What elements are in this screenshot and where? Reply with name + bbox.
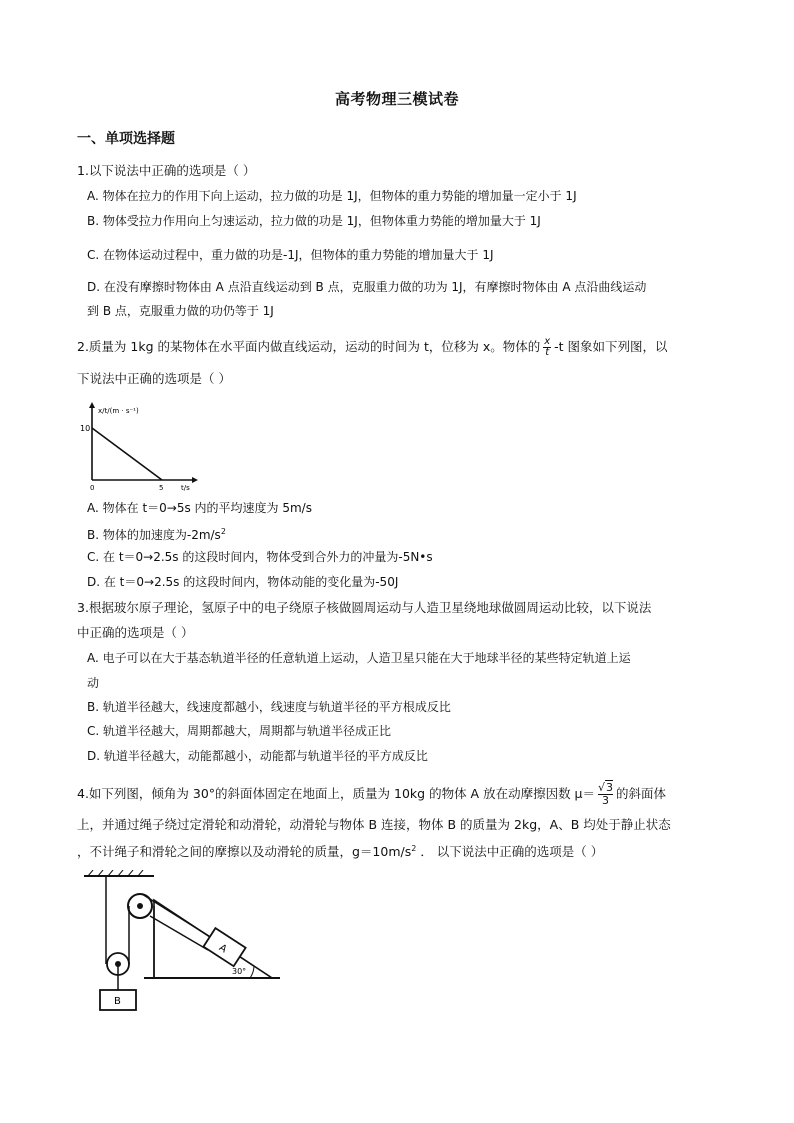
q2-stem-pre: 2.质量为 1kg 的某物体在水平面内做直线运动，运动的时间为 t，位移为 x。物体的 bbox=[77, 339, 541, 354]
angle-label: 30° bbox=[232, 967, 247, 976]
angle-arc bbox=[250, 966, 254, 978]
mu-denominator: 3 bbox=[602, 794, 610, 807]
q4-stem-line3 bbox=[77, 840, 603, 861]
q2-option-b[interactable] bbox=[87, 523, 226, 544]
graph-line bbox=[92, 428, 162, 480]
q1-stem: 1.以下说法中正确的选项是（ ） bbox=[77, 163, 256, 178]
graph-origin: 0 bbox=[90, 484, 95, 492]
q1-option-a[interactable]: A. 物体在拉力的作用下向上运动，拉力做的功是 1J，但物体的重力势能的增加量一定小于 1J bbox=[87, 189, 577, 203]
graph-y-label: x/t/(m · s⁻¹) bbox=[98, 407, 139, 415]
q2-option-d[interactable]: D. 在 t＝0→2.5s 的这段时间内，物体动能的变化量为-50J bbox=[87, 575, 399, 589]
q3-stem-cont: 中正确的选项是（ ） bbox=[77, 625, 194, 640]
q4-g-exponent: 2 bbox=[411, 844, 417, 853]
q1-option-b[interactable]: B. 物体受拉力作用向上匀速运动，拉力做的功是 1J，但物体重力势能的增加量大于 1J bbox=[87, 214, 541, 228]
q2-option-a[interactable]: A. 物体在 t＝0→5s 内的平均速度为 5m/s bbox=[87, 501, 312, 515]
rope-incline-bottom bbox=[150, 916, 208, 950]
x-over-t-fraction bbox=[543, 337, 551, 358]
q3-stem: 3.根据玻尔原子理论，氢原子中的电子绕原子核做圆周运动与人造卫星绕地球做圆周运动比较，以下说法 bbox=[77, 600, 652, 615]
q4-stem-pre: 4.如下列图，倾角为 30°的斜面体固定在地面上，质量为 10kg 的物体 A 放在动摩擦因数 μ＝ bbox=[77, 786, 596, 801]
q4-stem-post: 的斜面体 bbox=[616, 786, 667, 801]
block-a-label: A bbox=[216, 942, 229, 956]
q2-stem bbox=[77, 337, 668, 358]
q4-stem-line3-post: ． 以下说法中正确的选项是（ ） bbox=[416, 844, 604, 860]
graph-y-tick: 10 bbox=[80, 424, 91, 433]
fraction-numerator: x bbox=[544, 336, 551, 347]
pulley-incline-figure bbox=[84, 870, 284, 1015]
q3-option-a-cont: 动 bbox=[87, 676, 100, 690]
q1-option-c[interactable]: C. 在物体运动过程中，重力做的功是-1J，但物体的重力势能的增加量大于 1J bbox=[87, 248, 494, 262]
q1-option-d[interactable]: D. 在没有摩擦时物体由 A 点沿直线运动到 B 点，克服重力做的功为 1J，有摩擦时物体由 A 点沿曲线运动 bbox=[87, 280, 647, 294]
q1-option-d-cont: 到 B 点，克服重力做的功仍等于 1J bbox=[87, 304, 274, 318]
q4-stem bbox=[77, 782, 666, 807]
mu-fraction bbox=[598, 782, 613, 807]
q3-option-d[interactable]: D. 轨道半径越大，动能都越小，动能都与轨道半径的平方成反比 bbox=[87, 749, 428, 763]
graph-x-label: t/s bbox=[181, 484, 190, 492]
fixed-pulley-axle bbox=[137, 903, 143, 909]
block-b-label: B bbox=[114, 996, 121, 1007]
q4-stem-line3-text: ，不计绳子和滑轮之间的摩擦以及动滑轮的质量，g＝10m/s bbox=[77, 844, 412, 860]
q3-option-c[interactable]: C. 轨道半径越大，周期都越大，周期都与轨道半径成正比 bbox=[87, 724, 392, 738]
fraction-denominator: t bbox=[545, 347, 550, 358]
graph-x-tick: 5 bbox=[159, 484, 164, 492]
q4-stem-line2: 上，并通过绳子绕过定滑轮和动滑轮，动滑轮与物体 B 连接，物体 B 的质量为 2kg，A、B 均处于静止状态 bbox=[77, 817, 671, 832]
q3-option-b[interactable]: B. 轨道半径越大，线速度都越小，线速度与轨道半径的平方根成反比 bbox=[87, 700, 451, 714]
graph-y-arrow bbox=[89, 402, 95, 408]
q2-option-c[interactable]: C. 在 t＝0→2.5s 的这段时间内，物体受到合外力的冲量为-5N•s bbox=[87, 550, 433, 564]
q2-option-b-text: B. 物体的加速度为-2m/s bbox=[87, 528, 221, 542]
graph-x-arrow bbox=[192, 477, 198, 483]
q3-option-a[interactable]: A. 电子可以在大于基态轨道半径的任意轨道上运动，人造卫星只能在大于地球半径的某些特定轨道上运 bbox=[87, 651, 631, 665]
q2-stem-post: -t 图象如下列图，以 bbox=[554, 339, 668, 354]
mu-numerator: √3 bbox=[598, 781, 614, 794]
xt-t-graph bbox=[80, 400, 200, 492]
section-heading: 一、单项选择题 bbox=[77, 131, 175, 147]
q2-stem-cont: 下说法中正确的选项是（ ） bbox=[77, 371, 231, 386]
q2-option-b-exponent: 2 bbox=[220, 527, 226, 536]
mu-radicand: 3 bbox=[606, 781, 614, 794]
block-a bbox=[203, 928, 245, 966]
page-title: 高考物理三模试卷 bbox=[334, 90, 459, 108]
